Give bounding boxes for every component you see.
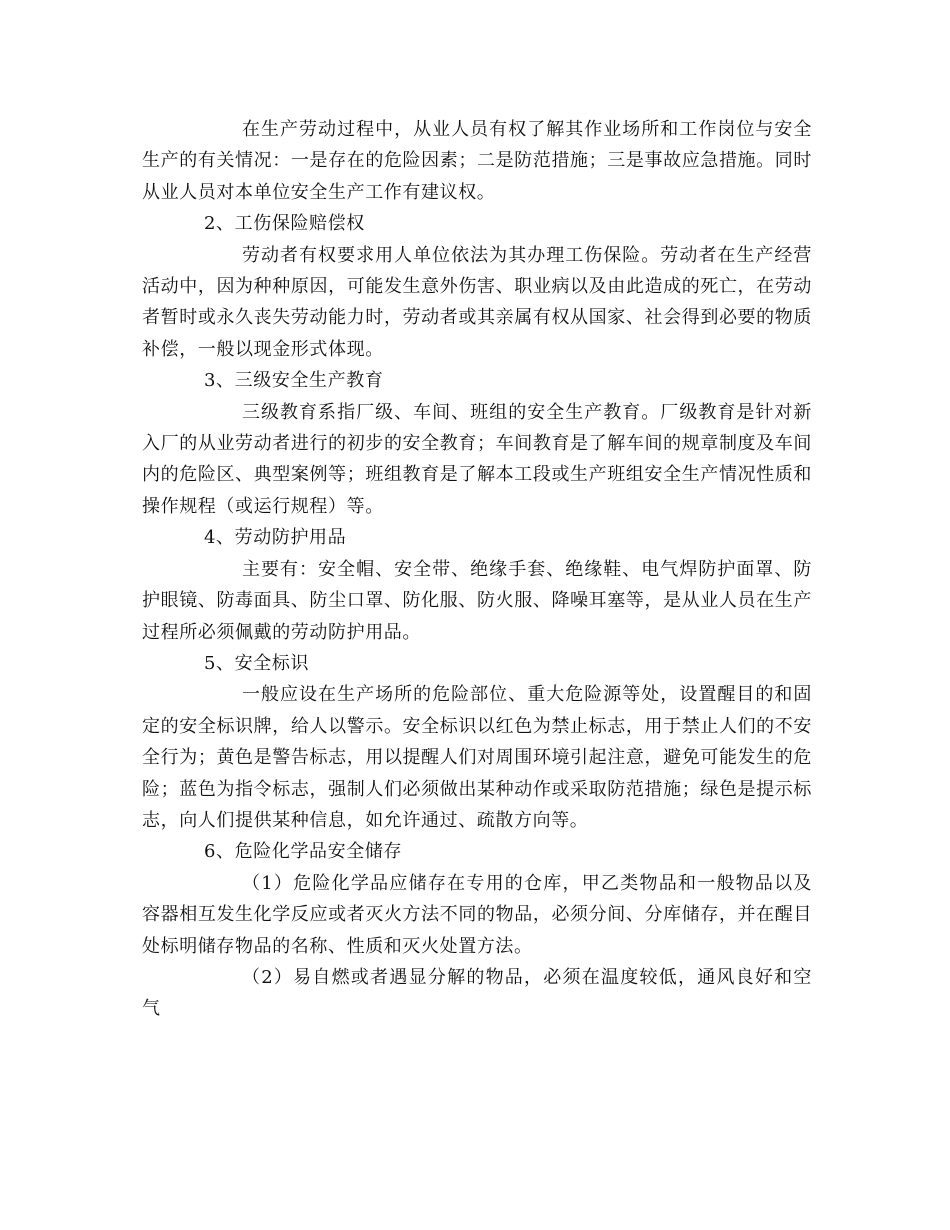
heading-protective-equipment: 4、劳动防护用品 <box>204 527 347 549</box>
paragraph-chemical-storage-2: （2）易自燃或者遇显分解的物品，必须在温度较低，通风良好和空气 <box>142 966 812 1020</box>
heading-chemical-storage: 6、危险化学品安全储存 <box>204 841 403 863</box>
paragraph-injury-insurance: 劳动者有权要求用人单位依法为其办理工伤保险。劳动者在生产经营活动中，因为种种原因，可能发生意外伤害、职业病以及由此造成的死亡，在劳动者暂时或永久丧失劳动能力时，劳动者或其亲属有权从国家、社会得到必要的物质补偿，一般以现金形式体现。 <box>142 244 812 360</box>
paragraph-right-to-know: 在生产劳动过程中，从业人员有权了解其作业场所和工作岗位与安全生产的有关情况：一是存在的危险因素；二是防范措施；三是事故应急措施。同时从业人员对本单位安全生产工作有建议权。 <box>142 119 812 203</box>
paragraph-three-level-education: 三级教育系指厂级、车间、班组的安全生产教育。厂级教育是针对新入厂的从业劳动者进行的初步的安全教育；车间教育是了解车间的规章制度及车间内的危险区、典型案例等；班组教育是了解本工段或生产班组安全生产情况性质和操作规程（或运行规程）等。 <box>142 401 812 517</box>
paragraph-chemical-storage-1: （1）危险化学品应储存在专用的仓库，甲乙类物品和一般物品以及容器相互发生化学反应或者灭火方法不同的物品，必须分间、分库储存，并在醒目处标明储存物品的名称、性质和灭火处置方法。 <box>142 872 812 957</box>
heading-safety-signs: 5、安全标识 <box>204 652 310 674</box>
paragraph-safety-signs: 一般应设在生产场所的危险部位、重大危险源等处，设置醒目的和固定的安全标识牌，给人以警示。安全标识以红色为禁止标志，用于禁止人们的不安全行为；黄色是警告标志，用以提醒人们对周围环境引起注意，避免可能发生的危险；蓝色为指令标志，强制人们必须做出某种动作或采取防范措施；绿色是提示标志，向人们提供某种信息，如允许通过、疏散方向等。 <box>142 684 812 831</box>
document-body <box>142 114 812 1025</box>
heading-three-level-education: 3、三级安全生产教育 <box>204 370 384 392</box>
heading-injury-insurance: 2、工伤保险赔偿权 <box>204 213 365 235</box>
paragraph-protective-equipment: 主要有：安全帽、安全带、绝缘手套、绝缘鞋、电气焊防护面罩、防护眼镜、防毒面具、防尘口罩、防化服、防火服、降噪耳塞等，是从业人员在生产过程所必须佩戴的劳动防护用品。 <box>142 558 812 643</box>
